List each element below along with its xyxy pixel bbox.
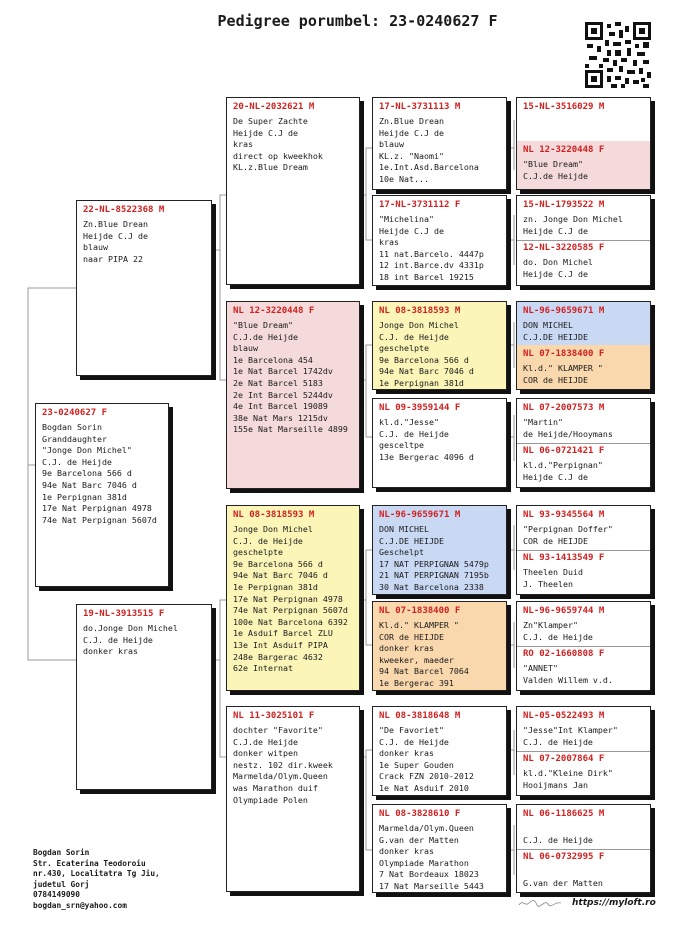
bird-details: "Jesse"Int Klamper" C.J. de Heijde (523, 725, 618, 747)
ring-number: NL 93-1413549 F (523, 553, 605, 563)
pedigree-card-ss-sire (372, 97, 507, 190)
ring-number: 17-NL-3731113 M (379, 102, 461, 112)
bird-details: Kl.d." KLAMPER " COR de HEIJDE donker kras kweeker, maeder 94 Nat Barcel 7064 1e Bergerac 391 (379, 620, 469, 688)
bird-details: kl.d."Kleine Dirk" Hooijmans Jan (523, 768, 613, 790)
bird-details: do. Don Michel Heijde C.J de (523, 257, 593, 279)
bird-details: DON MICHEL C.J.DE HEIJDE Geschelpt 17 NAT PERPIGNAN 5479p 21 NAT PERPIGNAN 7195b 30 Nat Barcelona 2338 (379, 524, 489, 592)
ring-number: NL 08-3828610 F (379, 809, 461, 819)
pedigree-card-subject (35, 403, 169, 587)
pedigree-card-dd-dam (372, 804, 507, 893)
bird-details: "ANNET" Valden Willem v.d. (523, 663, 613, 685)
bird-details: zn. Jonge Don Michel Heijde C.J de (523, 214, 623, 236)
pedigree-card-g5-pair (516, 505, 651, 595)
ring-number: NL 06-0732995 F (523, 852, 605, 862)
ring-number: 22-NL-8522368 M (83, 205, 165, 215)
bird-details: kl.d."Perpignan" Heijde C.J de (523, 460, 603, 482)
bird-details: Zn"Klamper" C.J. de Heijde (523, 620, 593, 642)
bird-details: "Perpignan Doffer" COR de HEIJDE (523, 524, 613, 546)
bird-details: "Michelina" Heijde C.J de kras 11 nat.Barcelo. 4447p 12 int.Barce.dv 4331p 18 int Barcel 19215 (379, 214, 484, 282)
pedigree-card-g5-pair (516, 195, 651, 286)
ring-number: NL 06-0721421 F (523, 446, 605, 456)
ring-number: NL 93-9345564 M (523, 510, 605, 520)
ring-number: NL-96-9659744 M (523, 606, 605, 616)
bird-details: Zn.Blue Drean Heijde C.J de blauw KL.z. "Naomi" 1e.Int.Asd.Barcelona 10e Nat... (379, 116, 479, 184)
bird-details (517, 114, 650, 116)
bird-details: G.van der Matten (523, 877, 603, 888)
ring-number: NL 12-3220448 F (523, 145, 605, 155)
ring-number: 15-NL-3516029 M (523, 102, 605, 112)
pedigree-card-g5-pair (516, 398, 651, 488)
pedigree-card-sire-sire (226, 97, 360, 285)
bird-details: Kl.d." KLAMPER " COR de HEIJDE (523, 363, 603, 385)
ring-number: 23-0240627 F (42, 408, 108, 418)
pedigree-card-g5-pair (516, 804, 651, 893)
bird-details: "De Favoriet" C.J. de Heijde donker kras 1e Super Gouden Crack FZN 2010-2012 1e Nat Asduif 2010 (379, 725, 474, 793)
ring-number: NL-96-9659671 M (379, 510, 461, 520)
pedigree-card-dd-sire (372, 706, 507, 796)
bird-details: kl.d."Jesse" C.J. de Heijde gesceltpe 13e Bergerac 4096 d (379, 417, 474, 462)
ring-number: 15-NL-1793522 M (523, 200, 605, 210)
pedigree-card-ds-sire (372, 505, 507, 595)
ring-number: NL 08-3818593 M (233, 510, 315, 520)
page-title: Pedigree porumbel: 23-0240627 F (217, 12, 498, 30)
pedigree-card-dam-dam (226, 706, 360, 892)
ring-number: NL 12-3220448 F (233, 306, 315, 316)
ring-number: NL 07-1838400 F (379, 606, 461, 616)
pedigree-card-g5-pair (516, 301, 651, 390)
owner-contact: Bogdan Sorin Str. Ecaterina Teodoroiu nr.430, Localitatra Tg Jiu, judetul Gorj 0784149090 bogdan_srn@yahoo.com (33, 848, 160, 910)
ring-number: NL 06-1186625 M (523, 809, 605, 819)
bird-details: "Blue Dream" C.J.de Heijde blauw 1e Barcelona 454 1e Nat Barcel 1742dv 2e Nat Barcel 5183 2e Int Barcel 5244dv 4e Int Barcel 19089 38e Nat Mars 1215dv 155e Nat Marseille 4899 (233, 320, 348, 435)
ring-number: 12-NL-3220585 F (523, 243, 605, 253)
bird-details: C.J. de Heijde (523, 834, 593, 845)
bird-details: dochter "Favorite" C.J.de Heijde donker witpen nestz. 102 dir.kweek Marmelda/Olym.Queen was Marathon duif Olympiade Polen (233, 725, 333, 805)
ring-number: NL 08-3818593 M (379, 306, 461, 316)
signature-image (517, 897, 563, 909)
ring-number: 20-NL-2032621 M (233, 102, 315, 112)
pedigree-card-g5-pair (516, 97, 651, 190)
bird-details: Marmelda/Olym.Queen G.van der Matten donker kras Olympiade Marathon 7 Nat Bordeaux 18023 17 Nat Marseille 5443 (379, 823, 484, 891)
pedigree-card-g5-pair (516, 706, 651, 796)
bird-details: "Martin" de Heijde/Hooymans (523, 417, 613, 439)
bird-details: Theelen Duid J. Theelen (523, 567, 583, 589)
ring-number: NL 08-3818648 M (379, 711, 461, 721)
pedigree-card-sire-dam (226, 301, 360, 489)
bird-details: do.Jonge Don Michel C.J. de Heijde donker kras (83, 623, 178, 657)
pedigree-card-ds-dam (372, 601, 507, 691)
ring-number: NL-05-0522493 M (523, 711, 605, 721)
ring-number: NL 09-3959144 F (379, 403, 461, 413)
ring-number: NL 07-2007864 F (523, 754, 605, 764)
bird-details: Jonge Don Michel C.J. de Heijde geschelpte 9e Barcelona 566 d 94e Nat Barc 7046 d 1e Perpignan 381d 17e Nat Perpignan 4978 74e Nat Perpignan 5607d 100e Nat Barcelona 6392 1e Asduif Barcel ZLU 13e Int Asduif PIPA 248e Bargerac 4632 62e Internat (233, 524, 348, 674)
bird-details: "Blue Dream" C.J.de Heijde (523, 159, 588, 181)
pedigree-card-sd-dam (372, 398, 507, 488)
pedigree-card-dam (76, 604, 212, 790)
ring-number: NL 07-1838400 F (523, 349, 605, 359)
pedigree-card-sd-sire (372, 301, 507, 390)
ring-number: RO 02-1660808 F (523, 649, 605, 659)
pedigree-card-dam-sire (226, 505, 360, 691)
ring-number: 17-NL-3731112 F (379, 200, 461, 210)
bird-details: DON MICHEL C.J.DE HEIJDE (523, 320, 588, 342)
bird-details: Jonge Don Michel C.J. de Heijde geschelpte 9e Barcelona 566 d 94e Nat Barc 7046 d 1e Perpignan 381d (379, 320, 474, 388)
website-link[interactable]: https://myloft.ro (572, 898, 656, 908)
bird-details: De Super Zachte Heijde C.J de kras direct op kweekhok KL.z.Blue Dream (233, 116, 323, 173)
ring-number: NL-96-9659671 M (523, 306, 605, 316)
ring-number: NL 11-3025101 F (233, 711, 315, 721)
bird-details: Zn.Blue Drean Heijde C.J de blauw naar PIPA 22 (83, 219, 148, 264)
pedigree-card-sire (76, 200, 212, 376)
bird-details: Bogdan Sorin Granddaughter "Jonge Don Michel" C.J. de Heijde 9e Barcelona 566 d 94e Nat Barc 7046 d 1e Perpignan 381d 17e Nat Perpignan 4978 74e Nat Perpignan 5607d (42, 422, 157, 525)
ring-number: 19-NL-3913515 F (83, 609, 165, 619)
pedigree-card-ss-dam (372, 195, 507, 286)
ring-number: NL 07-2007573 M (523, 403, 605, 413)
pedigree-card-g5-pair (516, 601, 651, 691)
